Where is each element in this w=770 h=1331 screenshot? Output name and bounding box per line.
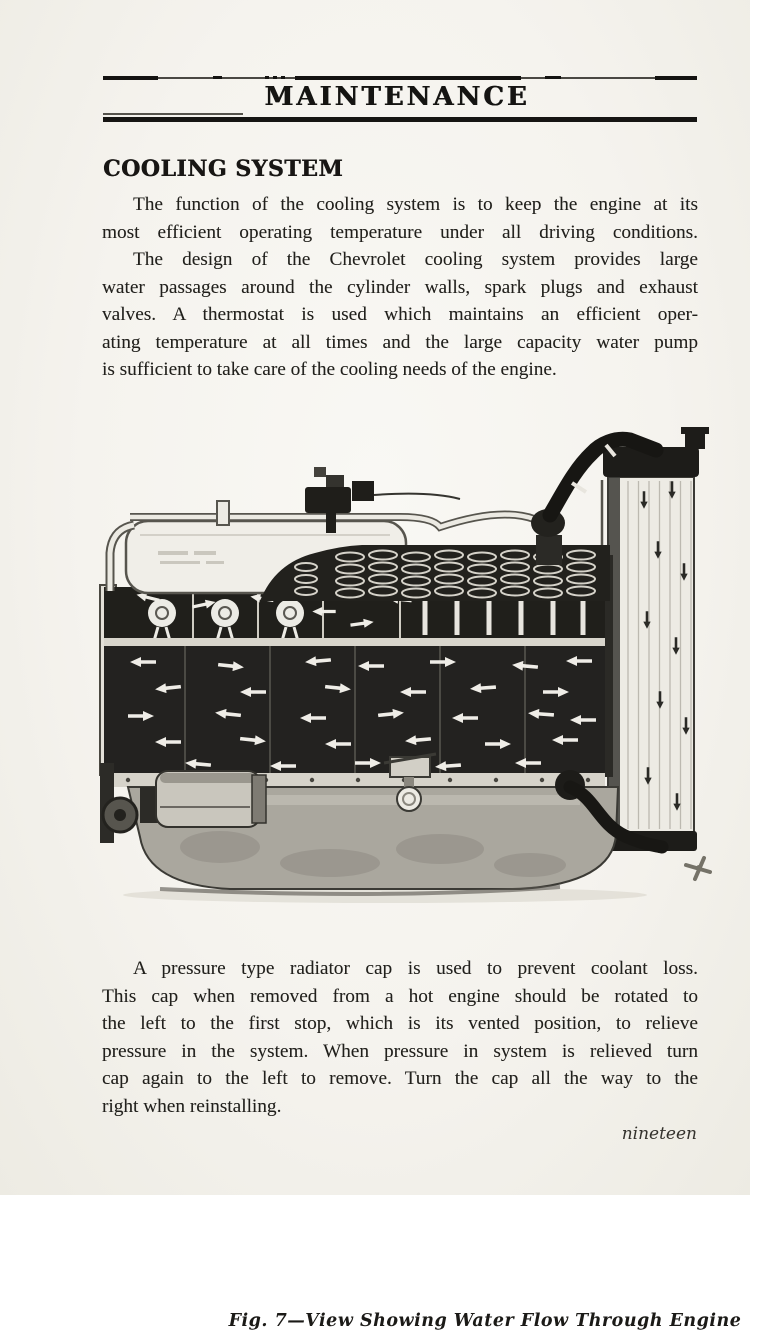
text-line: A pressure type radiator cap is used to prevent coolant loss. — [133, 958, 698, 979]
text-line: pressure in the system. When pressure in system is relieved turn — [102, 1040, 698, 1062]
figure-caption: Fig. 7—View Showing Water Flow Through Engine — [228, 1311, 742, 1331]
text-line: water passages around the cylinder walls, spark plugs and exhaust — [102, 276, 698, 298]
page-title: MAINTENANCE — [264, 82, 530, 112]
engine-illustration — [100, 395, 700, 905]
text-line: the left to the first stop, which is its vented position, to relieve — [102, 1013, 698, 1035]
text-line: The design of the Chevrolet cooling system provides large — [133, 249, 698, 270]
radiator-drain-cock — [686, 858, 710, 879]
paragraph-cooling-function — [102, 191, 698, 247]
section-heading: COOLING SYSTEM — [103, 156, 344, 182]
paragraph-radiator-cap — [102, 955, 698, 1122]
radiator — [602, 427, 710, 879]
text-line: This cap when removed from a hot engine should be rotated to — [102, 985, 698, 1007]
text-line: cap again to the left to remove. Turn the cap all the way to the — [102, 1068, 698, 1090]
page-number: nineteen — [621, 1124, 697, 1144]
text-line: most efficient operating temperature under all driving conditions. — [102, 221, 698, 243]
text-line: right when reinstalling. — [102, 1095, 282, 1117]
text-line: The function of the cooling system is to keep the engine at its — [133, 194, 698, 215]
text-line: is sufficient to take care of the cooling needs of the engine. — [102, 359, 557, 381]
text-line: valves. A thermostat is used which maintains an efficient oper- — [102, 304, 698, 326]
generator — [140, 771, 266, 827]
header-rule-top — [103, 76, 697, 80]
header-rule-bottom — [103, 117, 697, 122]
text-line: ating temperature at all times and the large capacity water pump — [102, 331, 698, 353]
paragraph-cooling-design — [102, 246, 698, 385]
